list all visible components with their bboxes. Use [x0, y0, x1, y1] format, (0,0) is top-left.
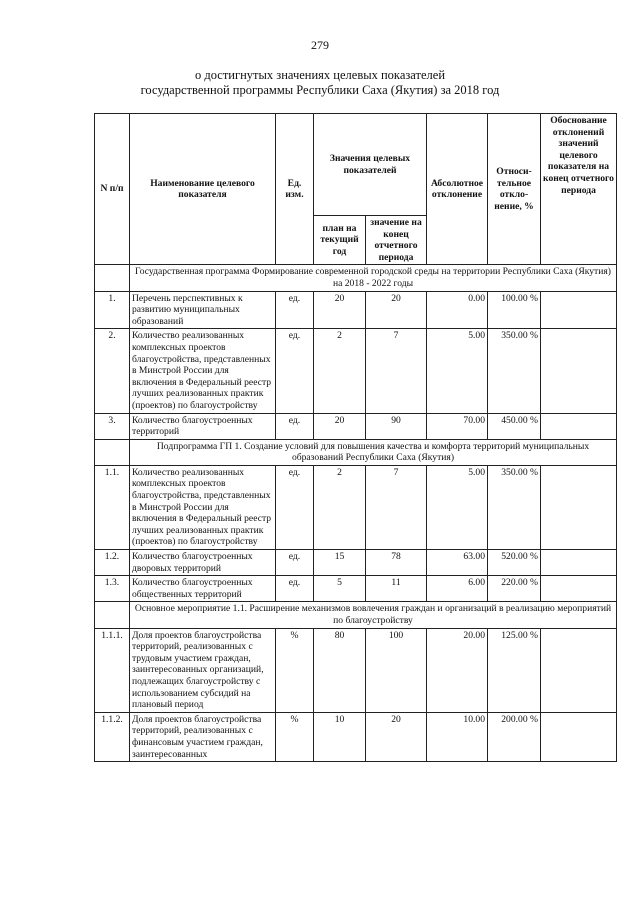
table-row [95, 550, 617, 576]
header-rel-deviation: Относи- тельное откло- нение, % [488, 114, 541, 265]
table-row [95, 329, 617, 413]
row-rel: 100.00 % [488, 291, 541, 329]
row-unit: % [276, 712, 314, 761]
row-num: 1.1. [95, 465, 130, 549]
row-justification [541, 465, 617, 549]
section-row [95, 265, 617, 291]
table-row [95, 576, 617, 602]
row-unit: ед. [276, 465, 314, 549]
row-justification [541, 291, 617, 329]
row-actual: 100 [366, 628, 427, 712]
page-number: 279 [311, 38, 329, 52]
row-actual: 11 [366, 576, 427, 602]
header-name: Наименование целевого показателя [130, 114, 276, 265]
row-rel: 520.00 % [488, 550, 541, 576]
row-justification [541, 628, 617, 712]
row-justification [541, 329, 617, 413]
row-rel: 200.00 % [488, 712, 541, 761]
header-unit: Ед. изм. [276, 114, 314, 265]
row-unit: ед. [276, 550, 314, 576]
row-num: 2. [95, 329, 130, 413]
row-plan: 10 [314, 712, 366, 761]
row-rel: 220.00 % [488, 576, 541, 602]
indicators-table [94, 113, 617, 762]
section-title: Подпрограмма ГП 1. Создание условий для повышения качества и комфорта территорий муниципальных образований Республики Саха (Якутия) [130, 439, 617, 465]
row-rel: 350.00 % [488, 329, 541, 413]
row-num: 1.1.2. [95, 712, 130, 761]
row-actual: 7 [366, 465, 427, 549]
row-justification [541, 550, 617, 576]
row-actual: 90 [366, 413, 427, 439]
row-plan: 2 [314, 465, 366, 549]
row-name: Перечень перспективных к развитию муниципальных образований [130, 291, 276, 329]
row-actual: 78 [366, 550, 427, 576]
row-plan: 80 [314, 628, 366, 712]
header-plan: план на текущий год [314, 216, 366, 265]
row-justification [541, 413, 617, 439]
row-rel: 350.00 % [488, 465, 541, 549]
row-name: Доля проектов благоустройства территорий, реализованных с финансовым участием граждан, заинтересованных [130, 712, 276, 761]
header-justification: Обоснование отклонений значений целевого показателя на конец отчетного периода [541, 114, 617, 265]
row-name: Количество благоустроенных общественных территорий [130, 576, 276, 602]
row-abs: 5.00 [427, 465, 488, 549]
table-row [95, 465, 617, 549]
row-rel: 450.00 % [488, 413, 541, 439]
row-abs: 5.00 [427, 329, 488, 413]
row-name: Количество благоустроенных территорий [130, 413, 276, 439]
row-plan: 20 [314, 291, 366, 329]
row-abs: 6.00 [427, 576, 488, 602]
section-row [95, 602, 617, 628]
section-title: Государственная программа Формирование современной городской среды на территории Республики Саха (Якутия) на 2018 - 2022 годы [130, 265, 617, 291]
row-abs: 70.00 [427, 413, 488, 439]
document-title [0, 68, 640, 98]
row-actual: 20 [366, 291, 427, 329]
row-name: Количество реализованных комплексных проектов благоустройства, представленных в Минстрой России для включения в Федеральный реестр лучших реализованных практик (проектов) по благоустройству [130, 465, 276, 549]
header-values-group: Значения целевых показателей [314, 114, 427, 216]
row-abs: 63.00 [427, 550, 488, 576]
row-plan: 20 [314, 413, 366, 439]
row-num: 3. [95, 413, 130, 439]
row-name: Количество реализованных комплексных проектов благоустройства, представленных в Минстрой России для включения в Федеральный реестр лучших реализованных практик (проектов) по благоустройству [130, 329, 276, 413]
title-line-1: о достигнутых значениях целевых показателей [194, 68, 446, 82]
row-plan: 2 [314, 329, 366, 413]
row-num: 1.2. [95, 550, 130, 576]
row-name: Количество благоустроенных дворовых территорий [130, 550, 276, 576]
row-num: 1.3. [95, 576, 130, 602]
row-actual: 20 [366, 712, 427, 761]
row-unit: % [276, 628, 314, 712]
row-rel: 125.00 % [488, 628, 541, 712]
row-plan: 5 [314, 576, 366, 602]
row-abs: 0.00 [427, 291, 488, 329]
table-row [95, 413, 617, 439]
row-num: 1. [95, 291, 130, 329]
row-name: Доля проектов благоустройства территорий, реализованных с трудовым участием граждан, заинтересованных организаций, подлежащих благоустройству с использованием субсидий на плановый период [130, 628, 276, 712]
section-row [95, 439, 617, 465]
row-abs: 20.00 [427, 628, 488, 712]
header-abs-deviation: Абсолютное отклонение [427, 114, 488, 265]
table-row [95, 628, 617, 712]
section-title: Основное мероприятие 1.1. Расширение механизмов вовлечения граждан и организаций в реализацию мероприятий по благоустройству [130, 602, 617, 628]
row-justification [541, 576, 617, 602]
header-num: N п/п [95, 114, 130, 265]
table-row [95, 291, 617, 329]
table-row [95, 712, 617, 761]
row-unit: ед. [276, 329, 314, 413]
title-line-2: государственной программы Республики Саха (Якутия) за 2018 год [140, 83, 500, 97]
row-num: 1.1.1. [95, 628, 130, 712]
row-abs: 10.00 [427, 712, 488, 761]
row-actual: 7 [366, 329, 427, 413]
row-unit: ед. [276, 576, 314, 602]
row-plan: 15 [314, 550, 366, 576]
row-unit: ед. [276, 291, 314, 329]
row-justification [541, 712, 617, 761]
row-unit: ед. [276, 413, 314, 439]
header-actual: значение на конец отчетного периода [366, 216, 427, 265]
header-row-1 [95, 114, 617, 216]
